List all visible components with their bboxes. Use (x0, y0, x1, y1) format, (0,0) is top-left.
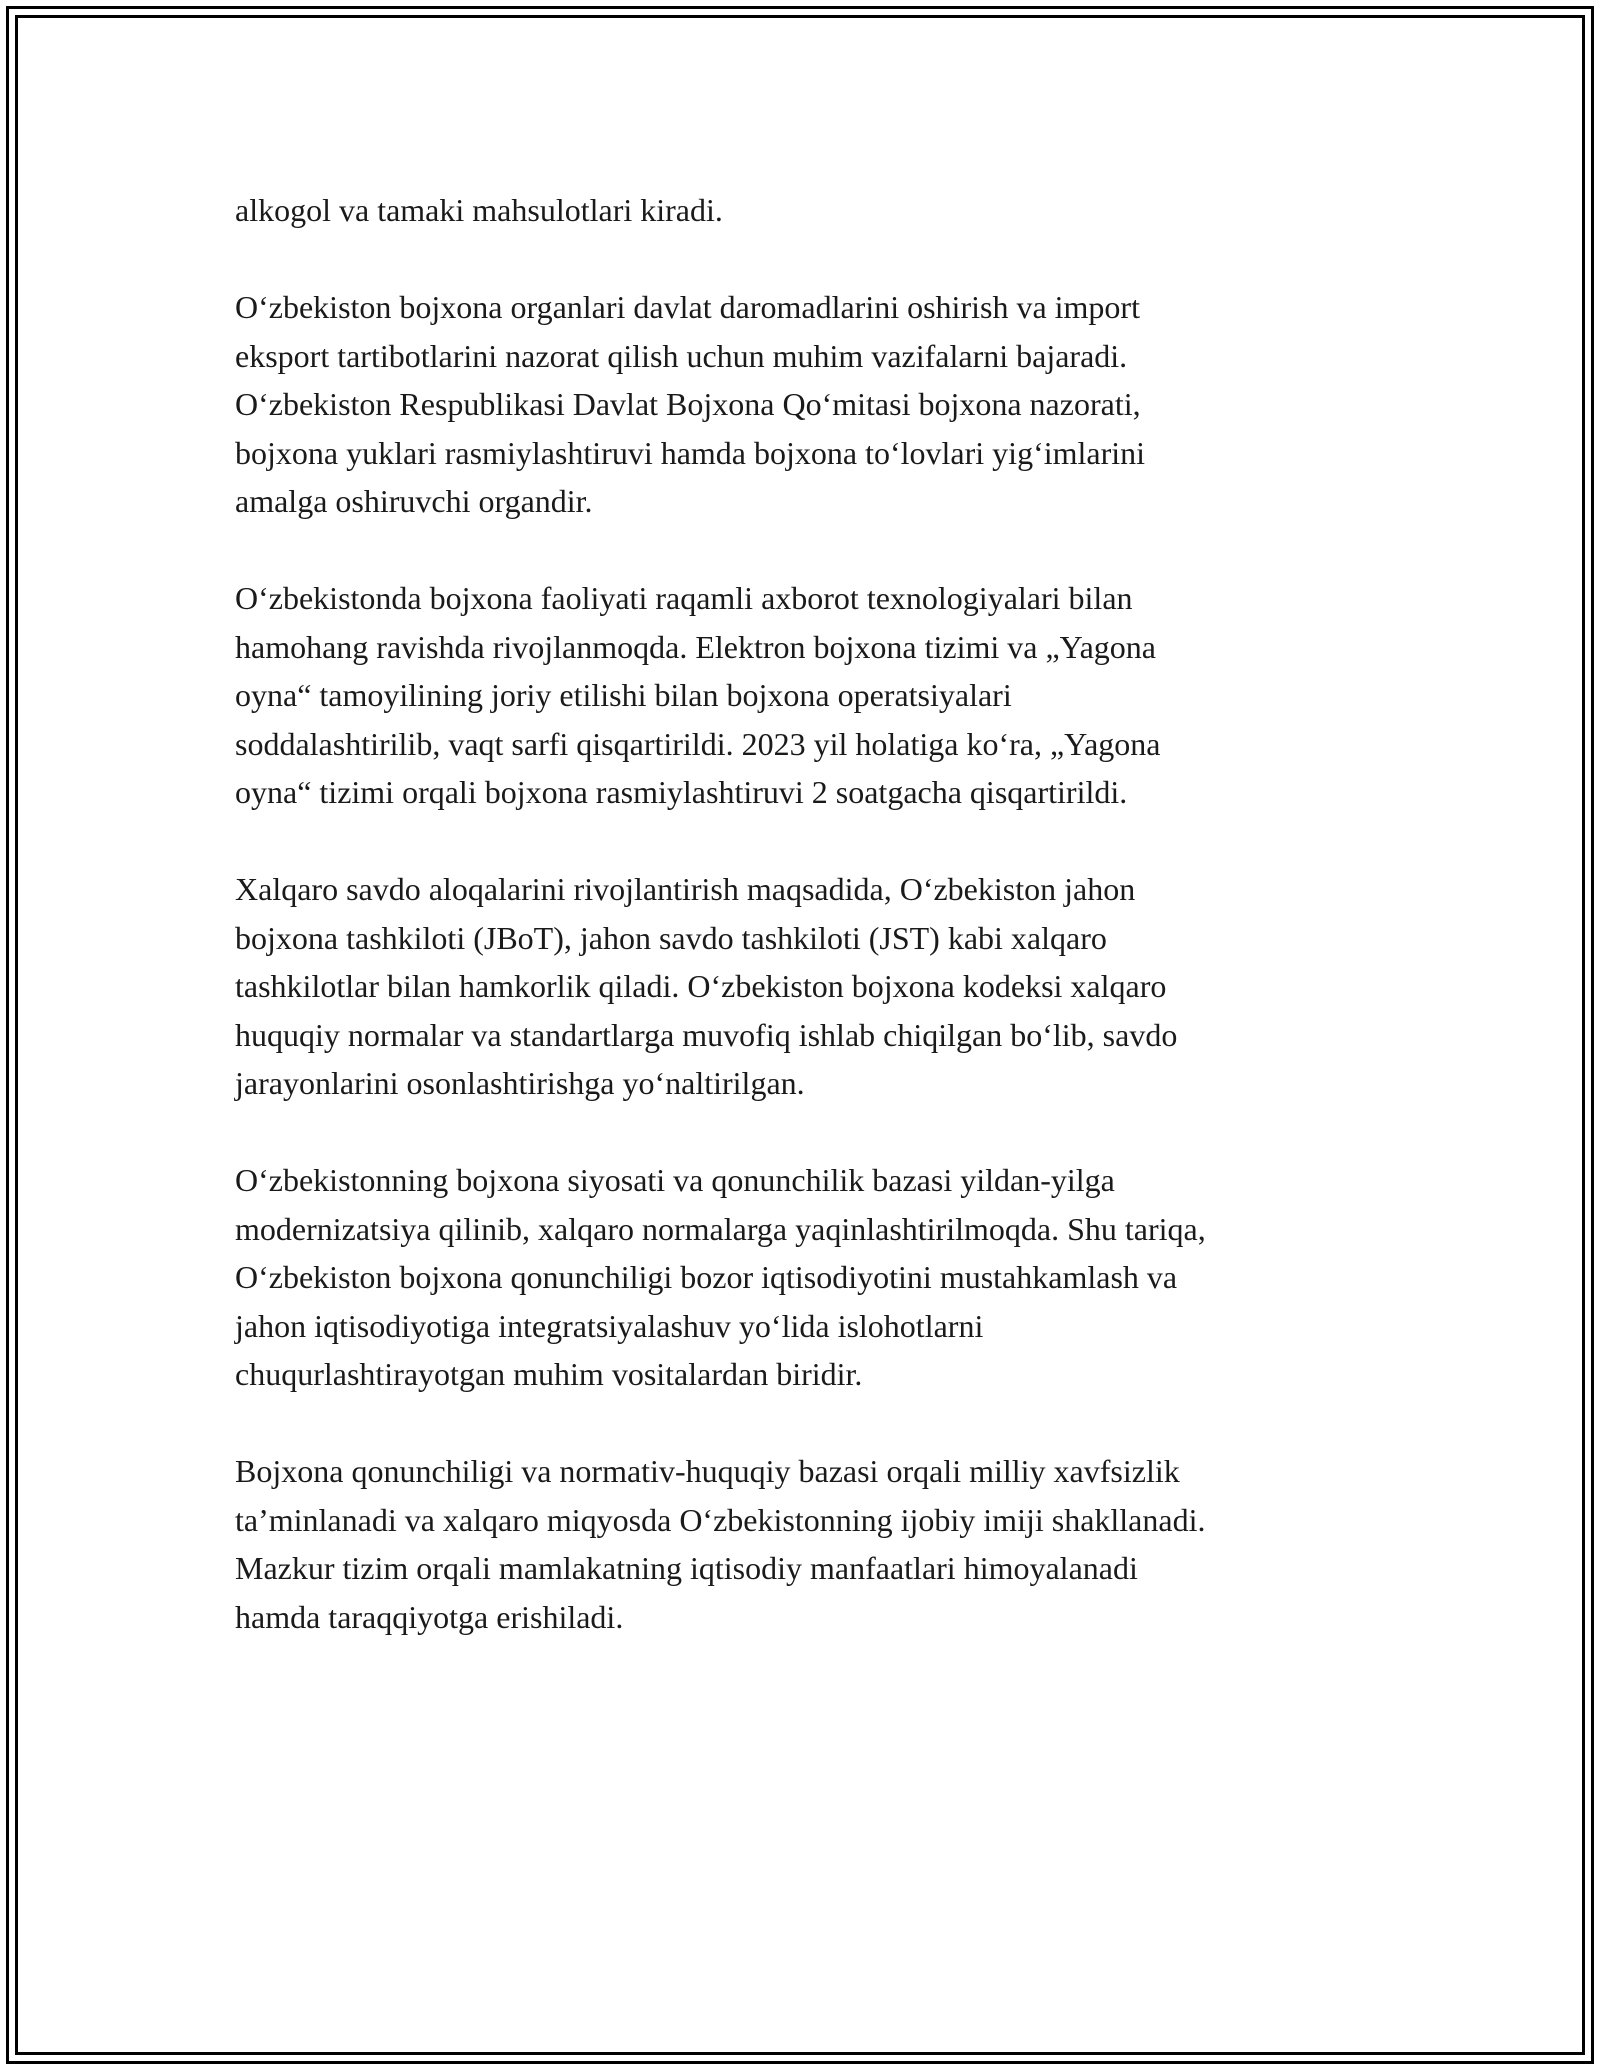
paragraph: O‘zbekistonda bojxona faoliyati raqamli axborot texnologiyalari bilan hamohang ravishda rivojlanmoqda. Elektron bojxona tizimi va „Yagona oyna“ tamoyilining joriy etilishi bilan bojxona operatsiyalari soddalashtirilib, vaqt sarfi qisqartirildi. 2023 yil holatiga ko‘ra, „Yagona oyna“ tizimi orqali bojxona rasmiylashtiruvi 2 soatgacha qisqartirildi. (235, 580, 1161, 810)
document-body (235, 186, 1365, 1690)
paragraph: Xalqaro savdo aloqalarini rivojlantirish maqsadida, O‘zbekiston jahon bojxona tashkiloti (JBoT), jahon savdo tashkiloti (JST) kabi xalqaro tashkilotlar bilan hamkorlik qiladi. O‘zbekiston bojxona kodeksi xalqaro huquqiy normalar va standartlarga muvofiq ishlab chiqilgan bo‘lib, savdo jarayonlarini osonlashtirishga yo‘naltirilgan. (235, 871, 1178, 1101)
paragraph: O‘zbekistonning bojxona siyosati va qonunchilik bazasi yildan-yilga modernizatsiya qilinib, xalqaro normalarga yaqinlashtirilmoqda. Shu tariqa, O‘zbekiston bojxona qonunchiligi bozor iqtisodiyotini mustahkamlash va jahon iqtisodiyotiga integratsiyalashuv yo‘lida islohotlarni chuqurlashtirayotgan muhim vositalardan biridir. (235, 1162, 1206, 1392)
paragraph: O‘zbekiston bojxona organlari davlat daromadlarini oshirish va import eksport tartibotlarini nazorat qilish uchun muhim vazifalarni bajaradi. O‘zbekiston Respublikasi Davlat Bojxona Qo‘mitasi bojxona nazorati, bojxona yuklari rasmiylashtiruvi hamda bojxona to‘lovlari yig‘imlarini amalga oshiruvchi organdir. (235, 289, 1146, 519)
paragraph: alkogol va tamaki mahsulotlari kiradi. (235, 192, 723, 228)
paragraph: Bojxona qonunchiligi va normativ-huquqiy bazasi orqali milliy xavfsizlik ta’minlanadi va xalqaro miqyosda O‘zbekistonning ijobiy imiji shakllanadi. Mazkur tizim orqali mamlakatning iqtisodiy manfaatlari himoyalanadi hamda taraqqiyotga erishiladi. (235, 1453, 1206, 1635)
